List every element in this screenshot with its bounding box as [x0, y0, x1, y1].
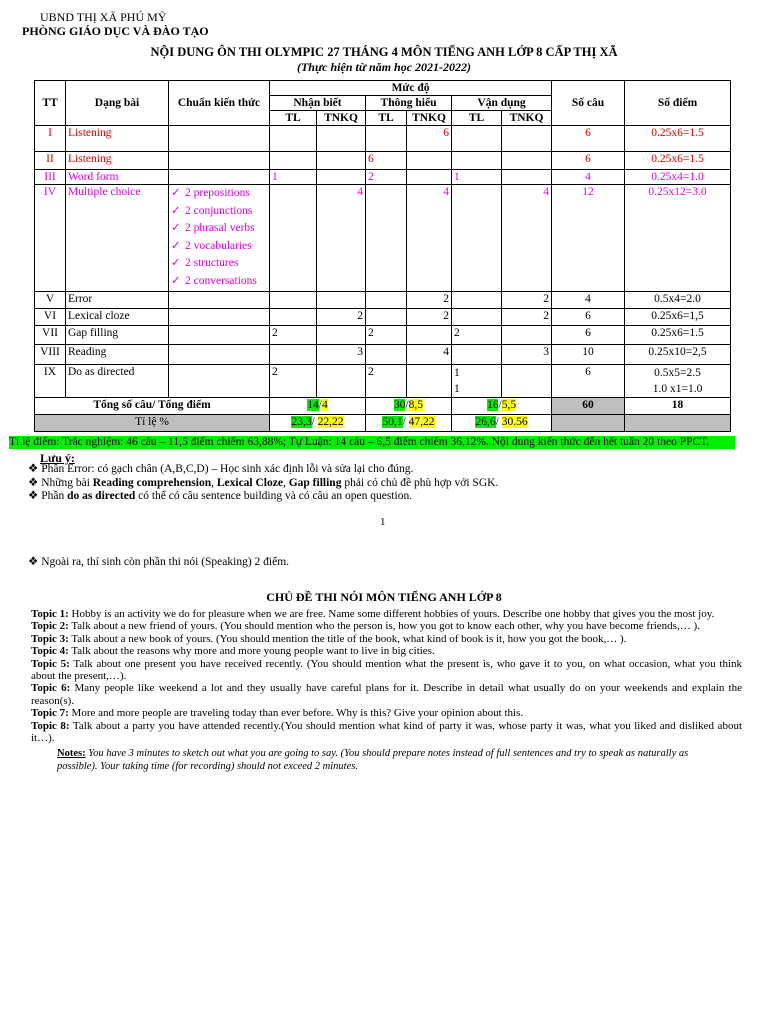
cell-knowledge	[169, 170, 270, 185]
cell-count: 4	[552, 170, 625, 185]
cell-type: Reading	[66, 344, 169, 364]
cell-tt: V	[35, 291, 66, 308]
cell-value	[407, 325, 452, 344]
cell-value: 4	[407, 185, 452, 292]
cell-value	[407, 152, 452, 170]
header-nhan-biet: Nhận biết	[270, 96, 366, 111]
cell-value	[452, 308, 502, 325]
cell-value	[407, 170, 452, 185]
cell-value	[366, 126, 407, 152]
checkmark-icon: ✓	[171, 274, 181, 287]
cell-count: 6	[552, 308, 625, 325]
cell-value: 3	[317, 344, 366, 364]
cell-type: Error	[66, 291, 169, 308]
header-tnkq: TNKQ	[407, 111, 452, 126]
cell-value: 6	[407, 126, 452, 152]
cell-value	[270, 344, 317, 364]
checklist-item: ✓ 2 conversations	[171, 273, 267, 291]
cell-value	[452, 185, 502, 292]
cell-score: 0.5x4=2.0	[625, 291, 731, 308]
cell-tt: IV	[35, 185, 66, 292]
header-van-dung: Vận dụng	[452, 96, 552, 111]
cell-value	[452, 152, 502, 170]
cell-value	[452, 126, 502, 152]
cell-value	[270, 291, 317, 308]
list-item: Topic 7: More and more people are traveling today than ever before. Why is this? Give your opinion about this.	[31, 707, 524, 720]
list-item: ❖ Phần Error: có gạch chân (A,B,C,D) – Học sinh xác định lỗi và sửa lại cho đúng.	[28, 463, 414, 475]
cell-count: 6	[552, 152, 625, 170]
cell-value: 2	[366, 170, 407, 185]
list-item: Topic 1: Hobby is an activity we do for pleasure when we are free. Name some different hobbies of yours. Describe one hobby that gives you the most joy.	[31, 608, 715, 620]
cell-value	[270, 308, 317, 325]
cell-value: 2	[366, 325, 407, 344]
cell-value	[407, 364, 452, 397]
cell-knowledge	[169, 152, 270, 170]
cell-value: 4	[407, 344, 452, 364]
cell-type: Lexical cloze	[66, 308, 169, 325]
cell-count: 6	[552, 126, 625, 152]
header-so-diem: Số điểm	[625, 81, 731, 126]
table-row	[35, 364, 731, 397]
cell-value: 4	[317, 185, 366, 292]
total-score: 18	[625, 397, 731, 414]
table-row	[35, 126, 731, 152]
cell-value	[317, 364, 366, 397]
topics-title: CHỦ ĐỀ THI NÓI MÔN TIẾNG ANH LỚP 8	[266, 590, 502, 604]
checklist-item: ✓ 2 structures	[171, 255, 267, 273]
table-row	[35, 291, 731, 308]
score-ratio-note: Tỉ lệ điểm: Trắc nghiệm: 46 câu – 11,5 điểm chiếm 63,88%; Tự Luận: 14 câu – 6,5 điểm chiếm 36,12%. Nội dung kiến thức đến hết tuần 20 theo PPCT.	[9, 436, 735, 449]
header-tt: TT	[35, 81, 66, 126]
cell-value: 2	[502, 308, 552, 325]
header-tl: TL	[366, 111, 407, 126]
list-item: Topic 6: Many people like weekend a lot and they usually have careful plans for it. Describe in detail what usually do on your weekends and explain the reason(s).	[31, 682, 742, 707]
dept-name: PHÒNG GIÁO DỤC VÀ ĐÀO TẠO	[22, 24, 209, 38]
table-row	[35, 308, 731, 325]
diamond-bullet-icon: ❖	[28, 490, 42, 502]
cell-tt: III	[35, 170, 66, 185]
cell-value	[270, 185, 317, 292]
header-tl: TL	[452, 111, 502, 126]
header-tnkq: TNKQ	[317, 111, 366, 126]
table-row	[35, 185, 731, 292]
cell-score: 0.25x12=3.0	[625, 185, 731, 292]
diamond-bullet-icon: ❖	[28, 556, 42, 568]
cell-score: 0.25x6=1.5	[625, 325, 731, 344]
notes-heading: Lưu ý:	[40, 451, 75, 465]
cell-value: 2	[407, 308, 452, 325]
cell-type: Gap filling	[66, 325, 169, 344]
ratio-van-dung: 26,6/ 30.56	[452, 414, 552, 431]
checkmark-icon: ✓	[171, 239, 181, 252]
org-name: UBND THỊ XÃ PHÚ MỸ	[40, 10, 167, 24]
total-row	[35, 397, 731, 414]
cell-score: 0.25x10=2,5	[625, 344, 731, 364]
cell-value	[502, 126, 552, 152]
list-item: Topic 2: Talk about a new friend of yours. (You should mention who the person is, how you got to know each other, why you have become friends,… ).	[31, 620, 700, 633]
speaking-instructions: Notes: You have 3 minutes to sketch out what you are going to say. (You should prepare notes instead of full sentences and try to speak as naturally as possible). Your taking time (for recording) should not exceed 2 minutes.	[57, 748, 689, 772]
header-dang-bai: Dạng bài	[66, 81, 169, 126]
checklist-item: ✓ 2 conjunctions	[171, 203, 267, 221]
notes-list	[28, 463, 498, 504]
ratio-score	[625, 414, 731, 431]
cell-knowledge	[169, 308, 270, 325]
cell-value: 2	[317, 308, 366, 325]
header-tnkq: TNKQ	[502, 111, 552, 126]
cell-tt: VI	[35, 308, 66, 325]
total-van-dung: 16/5,5	[452, 397, 552, 414]
cell-value: 2	[407, 291, 452, 308]
cell-value	[317, 325, 366, 344]
diamond-bullet-icon: ❖	[28, 463, 42, 475]
header-thong-hieu: Thông hiểu	[366, 96, 452, 111]
cell-knowledge	[169, 126, 270, 152]
cell-count: 12	[552, 185, 625, 292]
table-row	[35, 170, 731, 185]
header-tl: TL	[270, 111, 317, 126]
cell-value: 2	[366, 364, 407, 397]
cell-count: 10	[552, 344, 625, 364]
table-row	[35, 325, 731, 344]
table-row	[35, 152, 731, 170]
cell-score: 0.25x6=1.5	[625, 152, 731, 170]
cell-value	[366, 344, 407, 364]
ratio-label: Tỉ lệ %	[35, 414, 270, 431]
total-label: Tổng số câu/ Tổng điểm	[35, 397, 270, 414]
checklist-item: ✓ 2 vocabularies	[171, 238, 267, 256]
cell-count: 6	[552, 364, 625, 397]
cell-tt: II	[35, 152, 66, 170]
ratio-count	[552, 414, 625, 431]
cell-score: 0.25x4=1.0	[625, 170, 731, 185]
cell-value	[317, 152, 366, 170]
doc-subtitle: (Thực hiện từ năm học 2021-2022)	[296, 60, 472, 74]
table-row	[35, 344, 731, 364]
cell-value: 6	[366, 152, 407, 170]
total-nhan-biet: 14/4	[270, 397, 366, 414]
cell-value	[366, 308, 407, 325]
cell-type: Word form	[66, 170, 169, 185]
topics-list	[31, 608, 742, 744]
exam-matrix-table	[34, 80, 731, 432]
total-thong-hieu: 30/8,5	[366, 397, 452, 414]
cell-value: 1	[270, 170, 317, 185]
cell-value	[502, 170, 552, 185]
list-item: Topic 5: Talk about one present you have received recently. (You should mention what the present is, who gave it to you, on what occasion, what you think about the present,…).	[31, 657, 742, 683]
ratio-thong-hieu: 50,1/ 47,22	[366, 414, 452, 431]
cell-value	[366, 291, 407, 308]
cell-type: Listening	[66, 152, 169, 170]
cell-value	[317, 291, 366, 308]
cell-tt: IX	[35, 364, 66, 397]
ratio-nhan-biet: 23,3/ 22,22	[270, 414, 366, 431]
cell-score: 0.25x6=1.5	[625, 126, 731, 152]
header-chuan: Chuẩn kiến thức	[169, 81, 270, 126]
list-item: Topic 8: Talk about a party you have attended recently.(You should mention what kind of party it was, whose party it was, what you liked and disliked about it…).	[31, 719, 743, 745]
cell-value	[270, 152, 317, 170]
cell-value	[366, 185, 407, 292]
header-muc-do: Mức độ	[270, 81, 552, 96]
page-number: 1	[380, 516, 386, 528]
checklist-item: ✓ 2 phrasal verbs	[171, 220, 267, 238]
cell-knowledge	[169, 185, 270, 292]
cell-value	[502, 325, 552, 344]
cell-count: 6	[552, 325, 625, 344]
cell-value: 2	[452, 325, 502, 344]
list-item: Topic 3: Talk about a new book of yours. (You should mention the title of the book, what kind of book is it, how you got the book,… ).	[31, 632, 627, 645]
cell-knowledge	[169, 344, 270, 364]
cell-value	[502, 364, 552, 397]
checkmark-icon: ✓	[171, 204, 181, 217]
checkmark-icon: ✓	[171, 187, 181, 199]
checkmark-icon: ✓	[171, 222, 181, 235]
list-item: ❖ Những bài Reading comprehension, Lexical Cloze, Gap filling phải có chủ đề phù hợp với SGK.	[28, 476, 499, 489]
cell-knowledge	[169, 325, 270, 344]
cell-value: 2	[502, 291, 552, 308]
checkmark-icon: ✓	[171, 257, 181, 270]
cell-score: 0.5x5=2.5 1.0 x1=1.0	[625, 364, 731, 397]
list-item: ❖ Phần do as directed có thể có câu sentence building và có câu an open question.	[28, 490, 413, 502]
cell-value: 3	[502, 344, 552, 364]
cell-count: 4	[552, 291, 625, 308]
cell-value	[452, 344, 502, 364]
cell-type: Multiple choice	[66, 185, 169, 292]
cell-value: 1 1	[452, 364, 502, 397]
diamond-bullet-icon: ❖	[28, 476, 42, 489]
cell-value	[452, 291, 502, 308]
cell-knowledge	[169, 291, 270, 308]
cell-value	[317, 170, 366, 185]
cell-value	[317, 126, 366, 152]
cell-value: 1	[452, 170, 502, 185]
cell-value	[270, 126, 317, 152]
checklist-item: ✓ 2 prepositions	[171, 185, 267, 203]
cell-type: Do as directed	[66, 364, 169, 397]
cell-tt: VIII	[35, 344, 66, 364]
total-count: 60	[552, 397, 625, 414]
cell-value: 2	[270, 364, 317, 397]
ratio-row	[35, 414, 731, 431]
cell-value	[502, 152, 552, 170]
cell-type: Listening	[66, 126, 169, 152]
header-so-cau: Số câu	[552, 81, 625, 126]
cell-score: 0.25x6=1,5	[625, 308, 731, 325]
cell-knowledge	[169, 364, 270, 397]
cell-value: 2	[270, 325, 317, 344]
list-item: Topic 4: Talk about the reasons why more and more young people want to live in big cities.	[31, 645, 435, 658]
speaking-note: ❖ Ngoài ra, thí sinh còn phần thi nói (Speaking) 2 điểm.	[28, 556, 290, 568]
cell-tt: VII	[35, 325, 66, 344]
cell-value: 4	[502, 185, 552, 292]
cell-tt: I	[35, 126, 66, 152]
doc-title: NỘI DUNG ÔN THI OLYMPIC 27 THÁNG 4 MÔN TIẾNG ANH LỚP 8 CẤP THỊ XÃ	[150, 45, 618, 59]
